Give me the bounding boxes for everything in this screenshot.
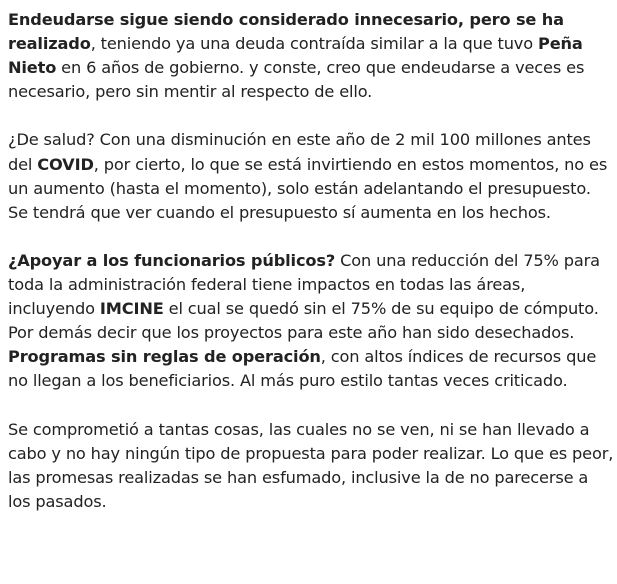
emphasis-covid: COVID (37, 154, 94, 174)
paragraph-text: Se comprometió a tantas cosas, las cuales no se ven, ni se han llevado a cabo y no hay ningún tipo de propuesta para poder realizar. Lo que es peor, las promesas realizadas se han esfumado, inclusive la de no parecerse a los pasados. (8, 419, 614, 511)
paragraph-text: Con una reducción del 75% para toda la administración federal tiene impactos en todas las áreas, incluyendo (8, 250, 600, 319)
emphasis-officials-question: ¿Apoyar a los funcionarios públicos? (8, 250, 336, 270)
paragraph-debt (8, 8, 614, 104)
paragraph-promises (8, 418, 614, 514)
paragraph-health (8, 128, 614, 224)
emphasis-debt-claim: Endeudarse sigue siendo considerado innecesario, pero se ha realizado (8, 10, 564, 54)
emphasis-imcine: IMCINE (99, 299, 164, 319)
paragraph-text: , con altos índices de recursos que no llegan a los beneficiarios. Al más puro estilo tantas veces criticado. (8, 347, 597, 391)
paragraph-text: ¿De salud? Con una disminución en este año de 2 mil 100 millones antes del (8, 130, 591, 174)
emphasis-programs: Programas sin reglas de operación (8, 347, 321, 367)
paragraph-text: , por cierto, lo que se está invirtiendo en estos momentos, no es un aumento (hasta el momento), solo están adelantando el presupuesto. Se tendrá que ver cuando el presupuesto sí aumenta en los hechos. (8, 154, 608, 222)
emphasis-pena-nieto: Peña Nieto (8, 34, 583, 78)
paragraph-text: , teniendo ya una deuda contraída similar a la que tuvo (90, 34, 538, 54)
article-body (8, 8, 614, 538)
paragraph-public-officials (8, 249, 614, 394)
paragraph-text: el cual se quedó sin el 75% de su equipo de cómputo. Por demás decir que los proyectos para este año han sido desechados. (8, 299, 599, 343)
paragraph-text: en 6 años de gobierno. y conste, creo que endeudarse a veces es necesario, pero sin mentir al respecto de ello. (8, 58, 585, 102)
